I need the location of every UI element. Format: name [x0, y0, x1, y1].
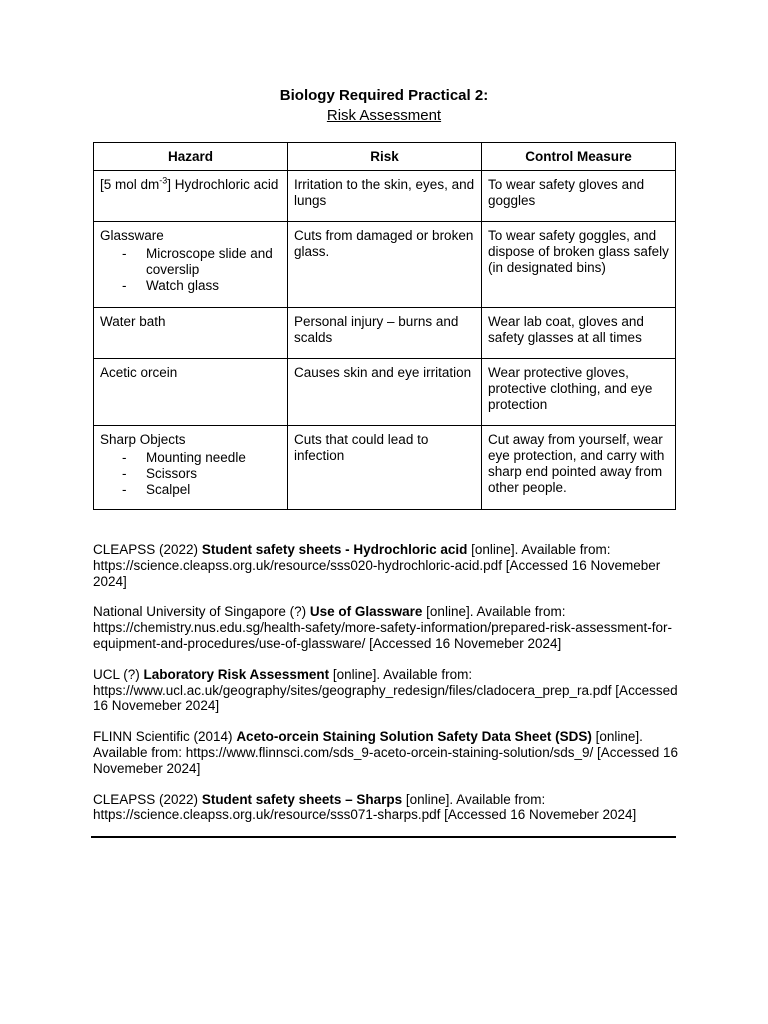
title-block: [0, 87, 768, 125]
table-header-row: [94, 143, 676, 171]
risk-cell: Personal injury – burns and scalds: [288, 308, 482, 359]
reference-details: [online]. Available from: https://science.cleapss.org.uk/resource/sss020-hydrochloric-acid.pdf [Accessed 16 Novemeber 2024]: [93, 542, 661, 589]
reference-author: UCL (?): [93, 666, 144, 682]
hazard-item: - Scalpel: [122, 482, 281, 498]
hazard-superscript: -3: [159, 175, 168, 186]
hazard-text: Glassware: [100, 228, 164, 243]
hazard-item: - Scissors: [122, 466, 281, 482]
risk-cell: Causes skin and eye irritation: [288, 359, 482, 426]
risk-cell: Cuts that could lead to infection: [288, 426, 482, 510]
table-row: [94, 222, 676, 308]
reference-details: [online]. Available from: https://www.flinnsci.com/sds_9-aceto-orcein-staining-solution/sds_9/ [Accessed 16 Novemeber 2024]: [93, 729, 679, 776]
control-cell: To wear safety goggles, and dispose of broken glass safely (in designated bins): [482, 222, 676, 308]
table-row: [94, 308, 676, 359]
hazard-cell: [94, 222, 288, 308]
reference-author: National University of Singapore (?): [93, 604, 310, 620]
reference-entry: [93, 729, 693, 776]
reference-entry: [93, 792, 693, 824]
table-row: [94, 426, 676, 510]
reference-entry: [93, 542, 693, 589]
reference-title: Use of Glassware: [309, 604, 423, 620]
hazard-cell: [94, 426, 288, 510]
hazard-item: - Mounting needle: [122, 450, 281, 466]
control-cell: Wear protective gloves, protective clothing, and eye protection: [482, 359, 676, 426]
hazard-text: [5 mol dm: [100, 177, 160, 192]
hazard-item-list: [100, 246, 281, 294]
hazard-cell: Acetic orcein: [94, 359, 288, 426]
page-title: Biology Required Practical 2:: [279, 87, 489, 104]
risk-assessment-table: [93, 142, 676, 510]
page-subtitle: Risk Assessment: [326, 107, 442, 124]
references-list: [93, 542, 693, 838]
reference-entry: [93, 604, 693, 651]
risk-cell: Irritation to the skin, eyes, and lungs: [288, 171, 482, 222]
table-row: [94, 171, 676, 222]
reference-details: [online]. Available from: https://www.ucl.ac.uk/geography/sites/geography_redesign/files/cladocera_prep_ra.pdf [Accessed 16 Novemeber 2024]: [93, 666, 678, 714]
reference-author: CLEAPSS (2022): [93, 791, 202, 807]
reference-author: CLEAPSS (2022): [93, 542, 202, 557]
hazard-cell: Water bath: [94, 308, 288, 359]
reference-title: Student safety sheets – Sharps: [201, 791, 403, 807]
hazard-cell: [94, 171, 288, 222]
reference-title: Student safety sheets - Hydrochloric acid: [201, 542, 468, 557]
header-control-measure: Control Measure: [482, 143, 676, 171]
hazard-text: Sharp Objects: [100, 432, 186, 447]
hazard-item-list: [100, 450, 281, 498]
reference-author: FLINN Scientific (2014): [93, 729, 237, 745]
risk-cell: Cuts from damaged or broken glass.: [288, 222, 482, 308]
hazard-item: - Microscope slide and coverslip: [122, 246, 281, 278]
bottom-divider: [91, 836, 676, 838]
control-cell: To wear safety gloves and goggles: [482, 171, 676, 222]
reference-details: [online]. Available from: https://science.cleapss.org.uk/resource/sss071-sharps.pdf [Accessed 16 Novemeber 2024]: [93, 791, 637, 823]
header-risk: Risk: [288, 143, 482, 171]
control-cell: Cut away from yourself, wear eye protection, and carry with sharp end pointed away from other people.: [482, 426, 676, 510]
reference-details: [online]. Available from: https://chemistry.nus.edu.sg/health-safety/more-safety-information/prepared-risk-assessment-for-equipment-and-procedures/use-of-glassware/ [Accessed 16 Novemeber 2024]: [93, 604, 672, 651]
hazard-text-continued: ] Hydrochloric acid: [167, 177, 279, 192]
control-cell: Wear lab coat, gloves and safety glasses at all times: [482, 308, 676, 359]
hazard-item: - Watch glass: [122, 278, 281, 294]
reference-entry: [93, 667, 693, 714]
reference-title: Aceto-orcein Staining Solution Safety Data Sheet (SDS): [236, 729, 592, 745]
reference-title: Laboratory Risk Assessment: [143, 666, 330, 682]
header-hazard: Hazard: [94, 143, 288, 171]
table-row: [94, 359, 676, 426]
